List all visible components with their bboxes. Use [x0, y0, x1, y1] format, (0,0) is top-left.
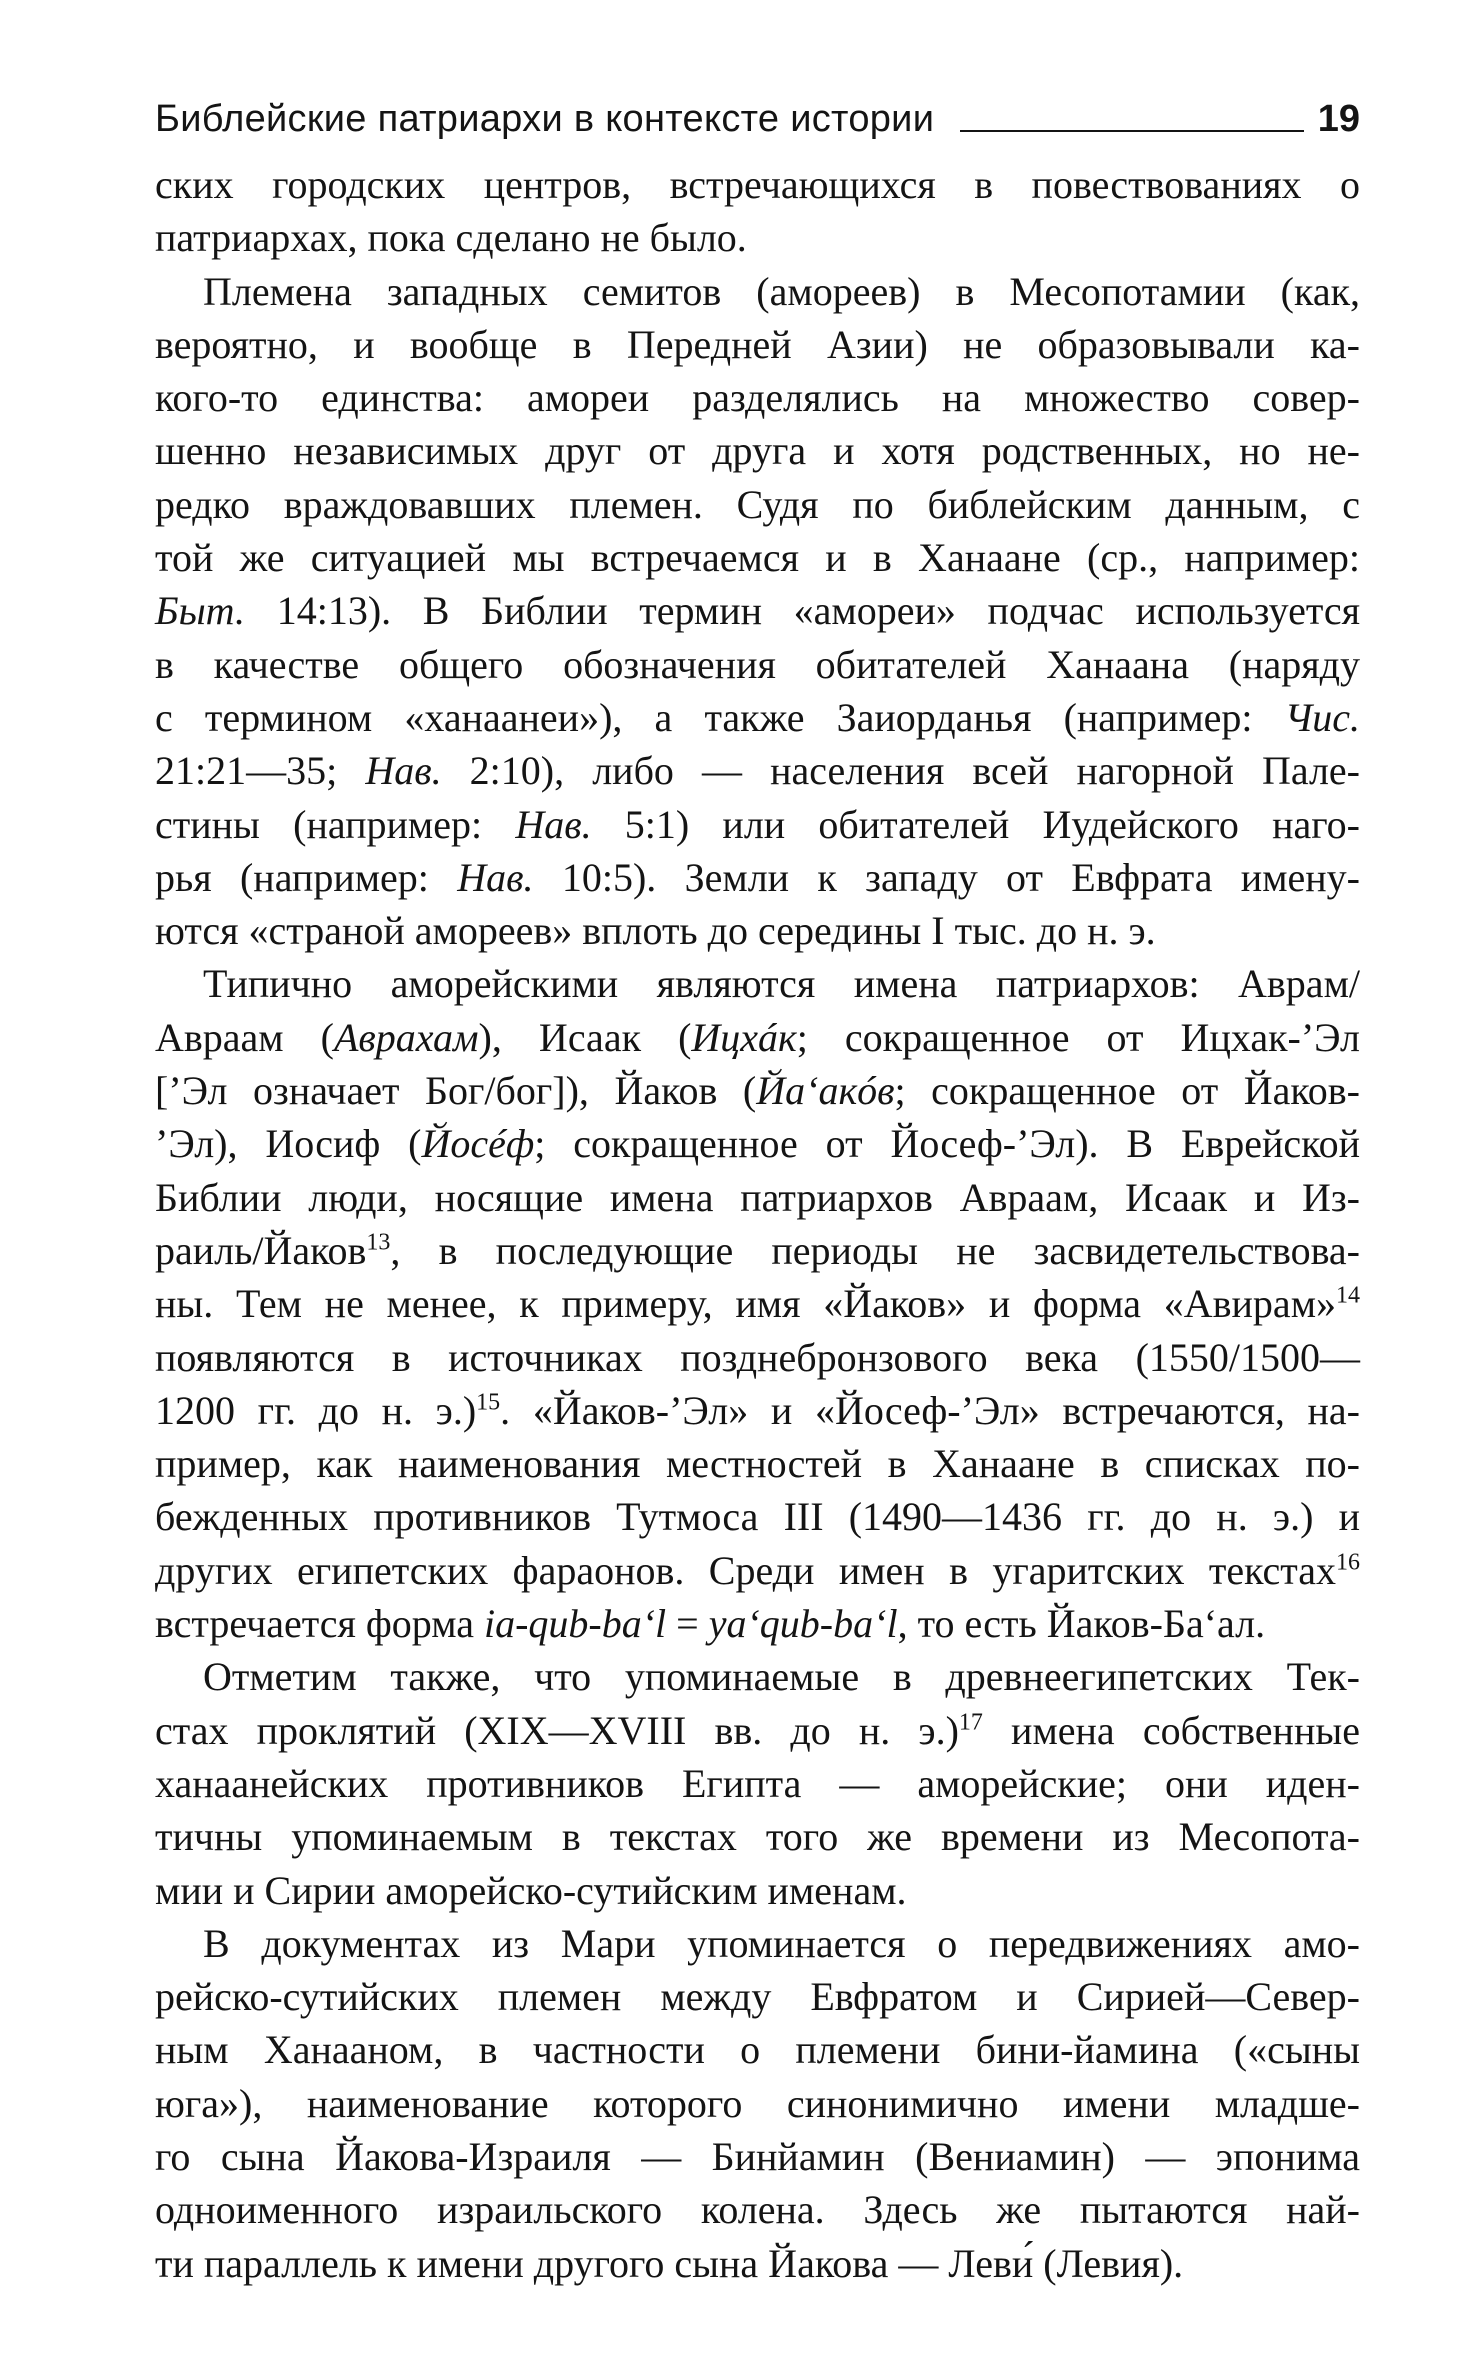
- text-line: раиль/Йаков$^{13}$, в последующие периоды не засвидетельствова-: [155, 1227, 1360, 1273]
- text-line: стах проклятий (XIX—XVIII вв. до н. э.)$^{17}$ имена собственные: [155, 1707, 1360, 1753]
- text-line: одноименного израильского колена. Здесь же пытаются най-: [155, 2187, 1360, 2233]
- text-line: бежденных противников Тутмоса III (1490—1436 гг. до н. э.) и: [155, 1494, 1360, 1540]
- text-line: редко враждовавших племен. Судя по библейским данным, с: [155, 481, 1360, 527]
- book-page: [155, 0, 1360, 2361]
- text-line: пример, как наименования местностей в Ханаане в списках по-: [155, 1441, 1360, 1487]
- text-line: рья (например: Нав. 10:5). Земли к западу от Евфрата имену-: [155, 854, 1360, 900]
- text-line: ются «страной амореев» вплоть до середины I тыс. до н. э.: [155, 908, 1156, 954]
- text-line: юга»), наименование которого синонимично имени младше-: [155, 2080, 1360, 2126]
- text-line: ских городских центров, встречающихся в повествованиях о: [155, 162, 1360, 207]
- text-line: тичны упоминаемым в текстах того же времени из Месопота-: [155, 1814, 1360, 1860]
- text-line: мии и Сирии аморейско-сутийским именам.: [155, 1867, 907, 1913]
- text-line: рейско-сутийских племен между Евфратом и Сирией—Север-: [155, 1974, 1360, 2020]
- text-line: кого-то единства: амореи разделялись на множество совер-: [155, 375, 1360, 421]
- text-line: [’Эл означает Бог/бог]), Йаков (Йа‘акóв; сокращенное от Йаков-: [155, 1068, 1360, 1114]
- text-line: ным Ханааном, в частности о племени бини-йамина («сыны: [155, 2027, 1360, 2073]
- text-line: других египетских фараонов. Среди имен в угаритских текстах$^{16}$: [155, 1547, 1360, 1593]
- running-head: [155, 88, 1360, 138]
- text-line: ’Эл), Иосиф (Йосéф; сокращенное от Йосеф-’Эл). В Еврейской: [155, 1121, 1360, 1167]
- text-line: Отметим также, что упоминаемые в древнеегипетских Тек-: [203, 1654, 1360, 1700]
- text-line: патриархах, пока сделано не было.: [155, 215, 747, 261]
- text-line: В документах из Мари упоминается о передвижениях амо-: [203, 1920, 1360, 1966]
- text-line: ти параллель к имени другого сына Йакова — Леви́ (Левия).: [155, 2240, 1184, 2286]
- text-line: той же ситуацией мы встречаемся и в Ханаане (ср., например:: [155, 535, 1360, 581]
- running-head-rule: [960, 130, 1303, 132]
- page-number: 19: [1317, 98, 1360, 140]
- text-line: шенно независимых друг от друга и хотя родственных, но не-: [155, 428, 1360, 474]
- text-line: стины (например: Нав. 5:1) или обитателей Иудейского наго-: [155, 801, 1360, 847]
- text-line: Типично аморейскими являются имена патриархов: Аврам/: [203, 961, 1360, 1007]
- text-line: вероятно, и вообще в Передней Азии) не образовывали ка-: [155, 321, 1360, 367]
- text-line: Авраам (Аврахам), Исаак (Ицхáк; сокращенное от Ицхак-’Эл: [155, 1014, 1360, 1060]
- text-line: 1200 гг. до н. э.)$^{15}$. «Йаков-’Эл» и «Йосеф-’Эл» встречаются, на-: [155, 1387, 1360, 1433]
- text-line: встречается форма ia-qub-ba‘l = ya‘qub-ba‘l, то есть Йаков-Ба‘ал.: [155, 1601, 1266, 1647]
- body-text: [155, 158, 1360, 2290]
- running-head-title: Библейские патриархи в контексте истории: [155, 98, 935, 140]
- text-line: появляются в источниках позднебронзового века (1550/1500—: [155, 1334, 1360, 1380]
- text-line: Быт. 14:13). В Библии термин «амореи» подчас используется: [155, 588, 1360, 634]
- text-line: го сына Йакова-Израиля — Бинйамин (Вениамин) — эпонима: [155, 2133, 1360, 2179]
- text-line: Племена западных семитов (амореев) в Месопотамии (как,: [203, 268, 1360, 314]
- text-line: с термином «ханаанеи»), а также Заиорданья (например: Чис.: [155, 694, 1360, 740]
- text-line: ханаанейских противников Египта — аморейские; они иден-: [155, 1760, 1360, 1806]
- text-line: в качестве общего обозначения обитателей Ханаана (наряду: [155, 641, 1360, 687]
- text-line: Библии люди, носящие имена патриархов Авраам, Исаак и Из-: [155, 1174, 1360, 1220]
- text-line: ны. Тем не менее, к примеру, имя «Йаков» и форма «Авирам»$^{14}$: [155, 1281, 1360, 1327]
- text-line: 21:21—35; Нав. 2:10), либо — населения всей нагорной Пале-: [155, 748, 1360, 794]
